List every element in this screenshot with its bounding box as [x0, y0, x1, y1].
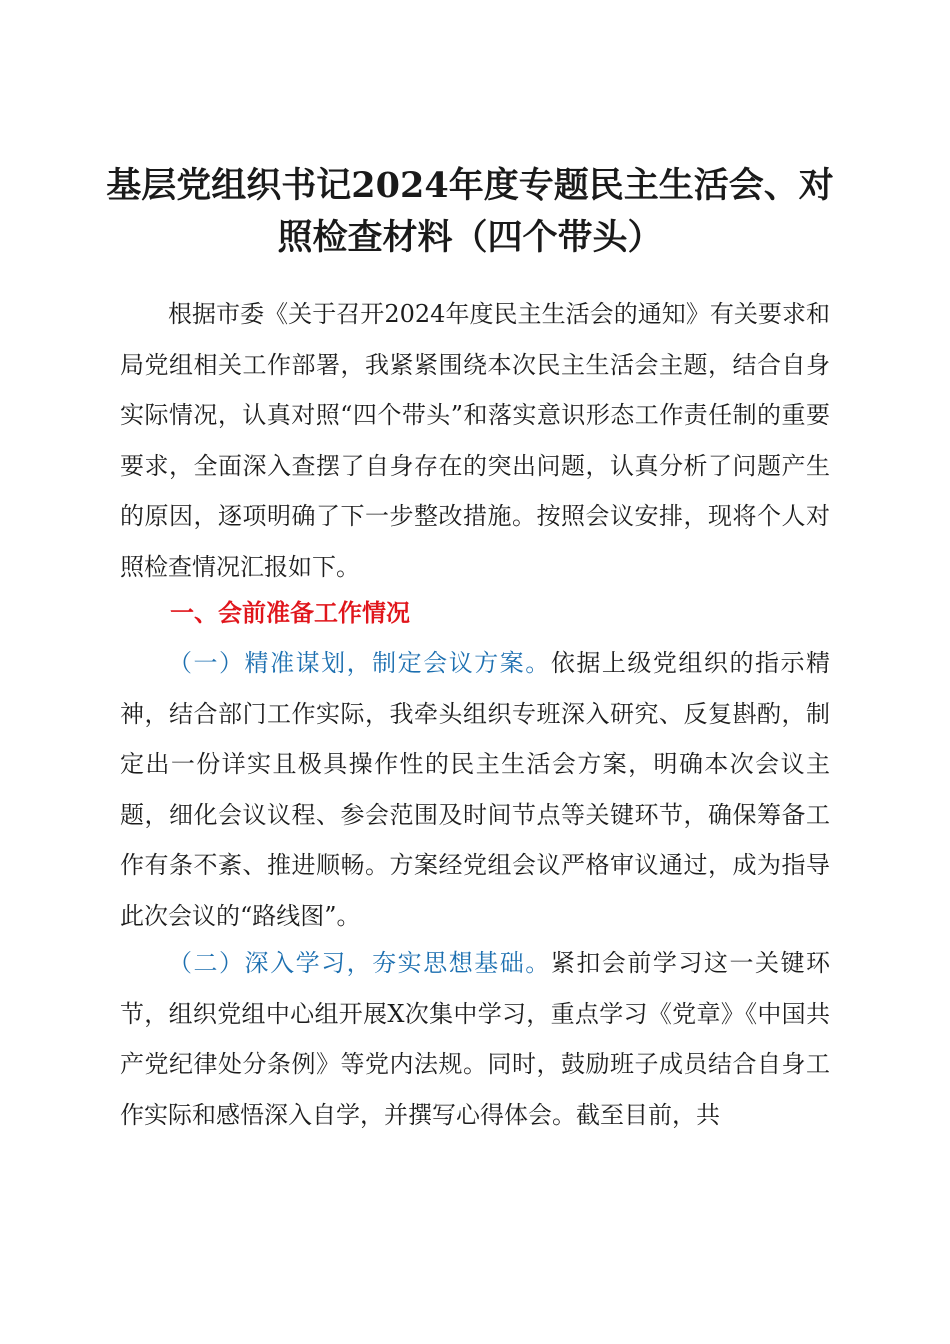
item-1-text: 依据上级党组织的指示精神，结合部门工作实际，我牵头组织专班深入研究、反复斟酌，制定出一份详实且极具操作性的民主生活会方案，明确本次会议主题，细化会议议程、参会范围及时间节点等关键环节，确保筹备工作有条不紊、推进顺畅。方案经党组会议严格审议通过，成为指导此次会议的“路线图”。: [120, 649, 831, 930]
intro-paragraph: 根据市委《关于召开2024年度民主生活会的通知》有关要求和局党组相关工作部署，我紧紧围绕本次民主生活会主题，结合自身实际情况，认真对照“四个带头”和落实意识形态工作责任制的重要要求，全面深入查摆了自身存在的突出问题，认真分析了问题产生的原因，逐项明确了下一步整改措施。按照会议安排，现将个人对照检查情况汇报如下。: [120, 300, 830, 581]
document-title: 基层党组织书记2024年度专题民主生活会、对照检查材料（四个带头）: [106, 165, 834, 258]
paragraph-item-1: [120, 638, 830, 941]
paragraph-item-2: [120, 938, 830, 1140]
item-2-subheading: （二）深入学习，夯实思想基础。: [168, 949, 551, 977]
item-1-subheading: （一）精准谋划，制定会议方案。: [168, 649, 551, 677]
item-2-text: 紧扣会前学习这一关键环节，组织党组中心组开展X次集中学习，重点学习《党章》《中国共产党纪律处分条例》等党内法规。同时，鼓励班子成员结合自身工作实际和感悟深入自学，并撰写心得体会。截至目前，共: [120, 949, 831, 1129]
section-heading: 一、会前准备工作情况: [170, 599, 410, 627]
